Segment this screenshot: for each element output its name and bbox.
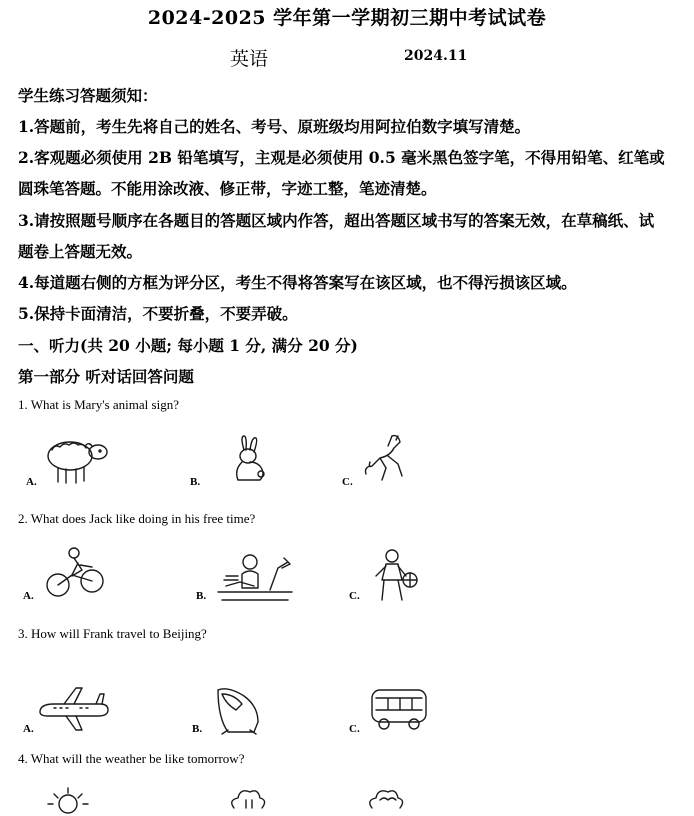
- option-label-b: B.: [190, 476, 201, 488]
- plane-icon: [36, 686, 110, 732]
- notice-line: 1.答题前，考生先将自己的姓名、考号、原班级均用阿拉伯数字填写清楚。: [18, 117, 531, 136]
- option-label-c: C.: [349, 723, 360, 735]
- reading-icon: [216, 546, 294, 602]
- basketball-icon: [370, 548, 420, 604]
- option-label-b: B.: [196, 590, 207, 602]
- option-label-c: C.: [342, 476, 353, 488]
- cloudy-icon: [224, 786, 272, 816]
- exam-title: 2024-2025 学年第一学期初三期中考试试卷: [147, 7, 547, 29]
- notice-heading: 学生练习答题须知：: [18, 86, 158, 105]
- sunny-icon: [40, 786, 96, 816]
- question-4: 4. What will the weather be like tomorrow?: [18, 751, 245, 766]
- notice-line: 2.客观题必须使用 2B 铅笔填写，主观是必须使用 0.5 毫米黑色签字笔，不得用铅笔、红笔或: [18, 148, 665, 167]
- option-label-a: A.: [23, 723, 34, 735]
- option-label-b: B.: [192, 723, 203, 735]
- notice-line: 4.每道题右侧的方框为评分区，考生不得将答案写在该区域，也不得污损该区域。: [18, 273, 577, 292]
- rabbit-icon: [228, 434, 272, 484]
- notice-line: 3.请按照题号顺序在各题目的答题区域内作答，超出答题区域书写的答案无效，在草稿纸、试: [18, 211, 655, 230]
- cycling-icon: [44, 545, 108, 601]
- notice-line: 题卷上答题无效。: [18, 242, 143, 261]
- horse-icon: [362, 432, 410, 486]
- option-label-c: C.: [349, 590, 360, 602]
- part-title: 第一部分 听对话回答问题: [18, 367, 194, 386]
- option-label-a: A.: [26, 476, 37, 488]
- notice-line: 5.保持卡面清洁，不要折叠，不要弄破。: [18, 304, 298, 323]
- bus-icon: [368, 686, 432, 734]
- question-2: 2. What does Jack like doing in his free time?: [18, 511, 256, 526]
- train-icon: [212, 684, 268, 736]
- option-label-a: A.: [23, 590, 34, 602]
- section-title: 一、听力(共 20 小题; 每小题 1 分, 满分 20 分): [18, 336, 358, 355]
- subject-label: 英语: [230, 48, 269, 70]
- exam-date: 2024.11: [404, 48, 468, 64]
- rainy-icon: [362, 786, 410, 816]
- notice-line: 圆珠笔答题。不能用涂改液、修正带，字迹工整，笔迹清楚。: [18, 179, 437, 198]
- question-3: 3. How will Frank travel to Beijing?: [18, 626, 207, 641]
- sheep-icon: [40, 430, 112, 488]
- question-1: 1. What is Mary's animal sign?: [18, 397, 179, 412]
